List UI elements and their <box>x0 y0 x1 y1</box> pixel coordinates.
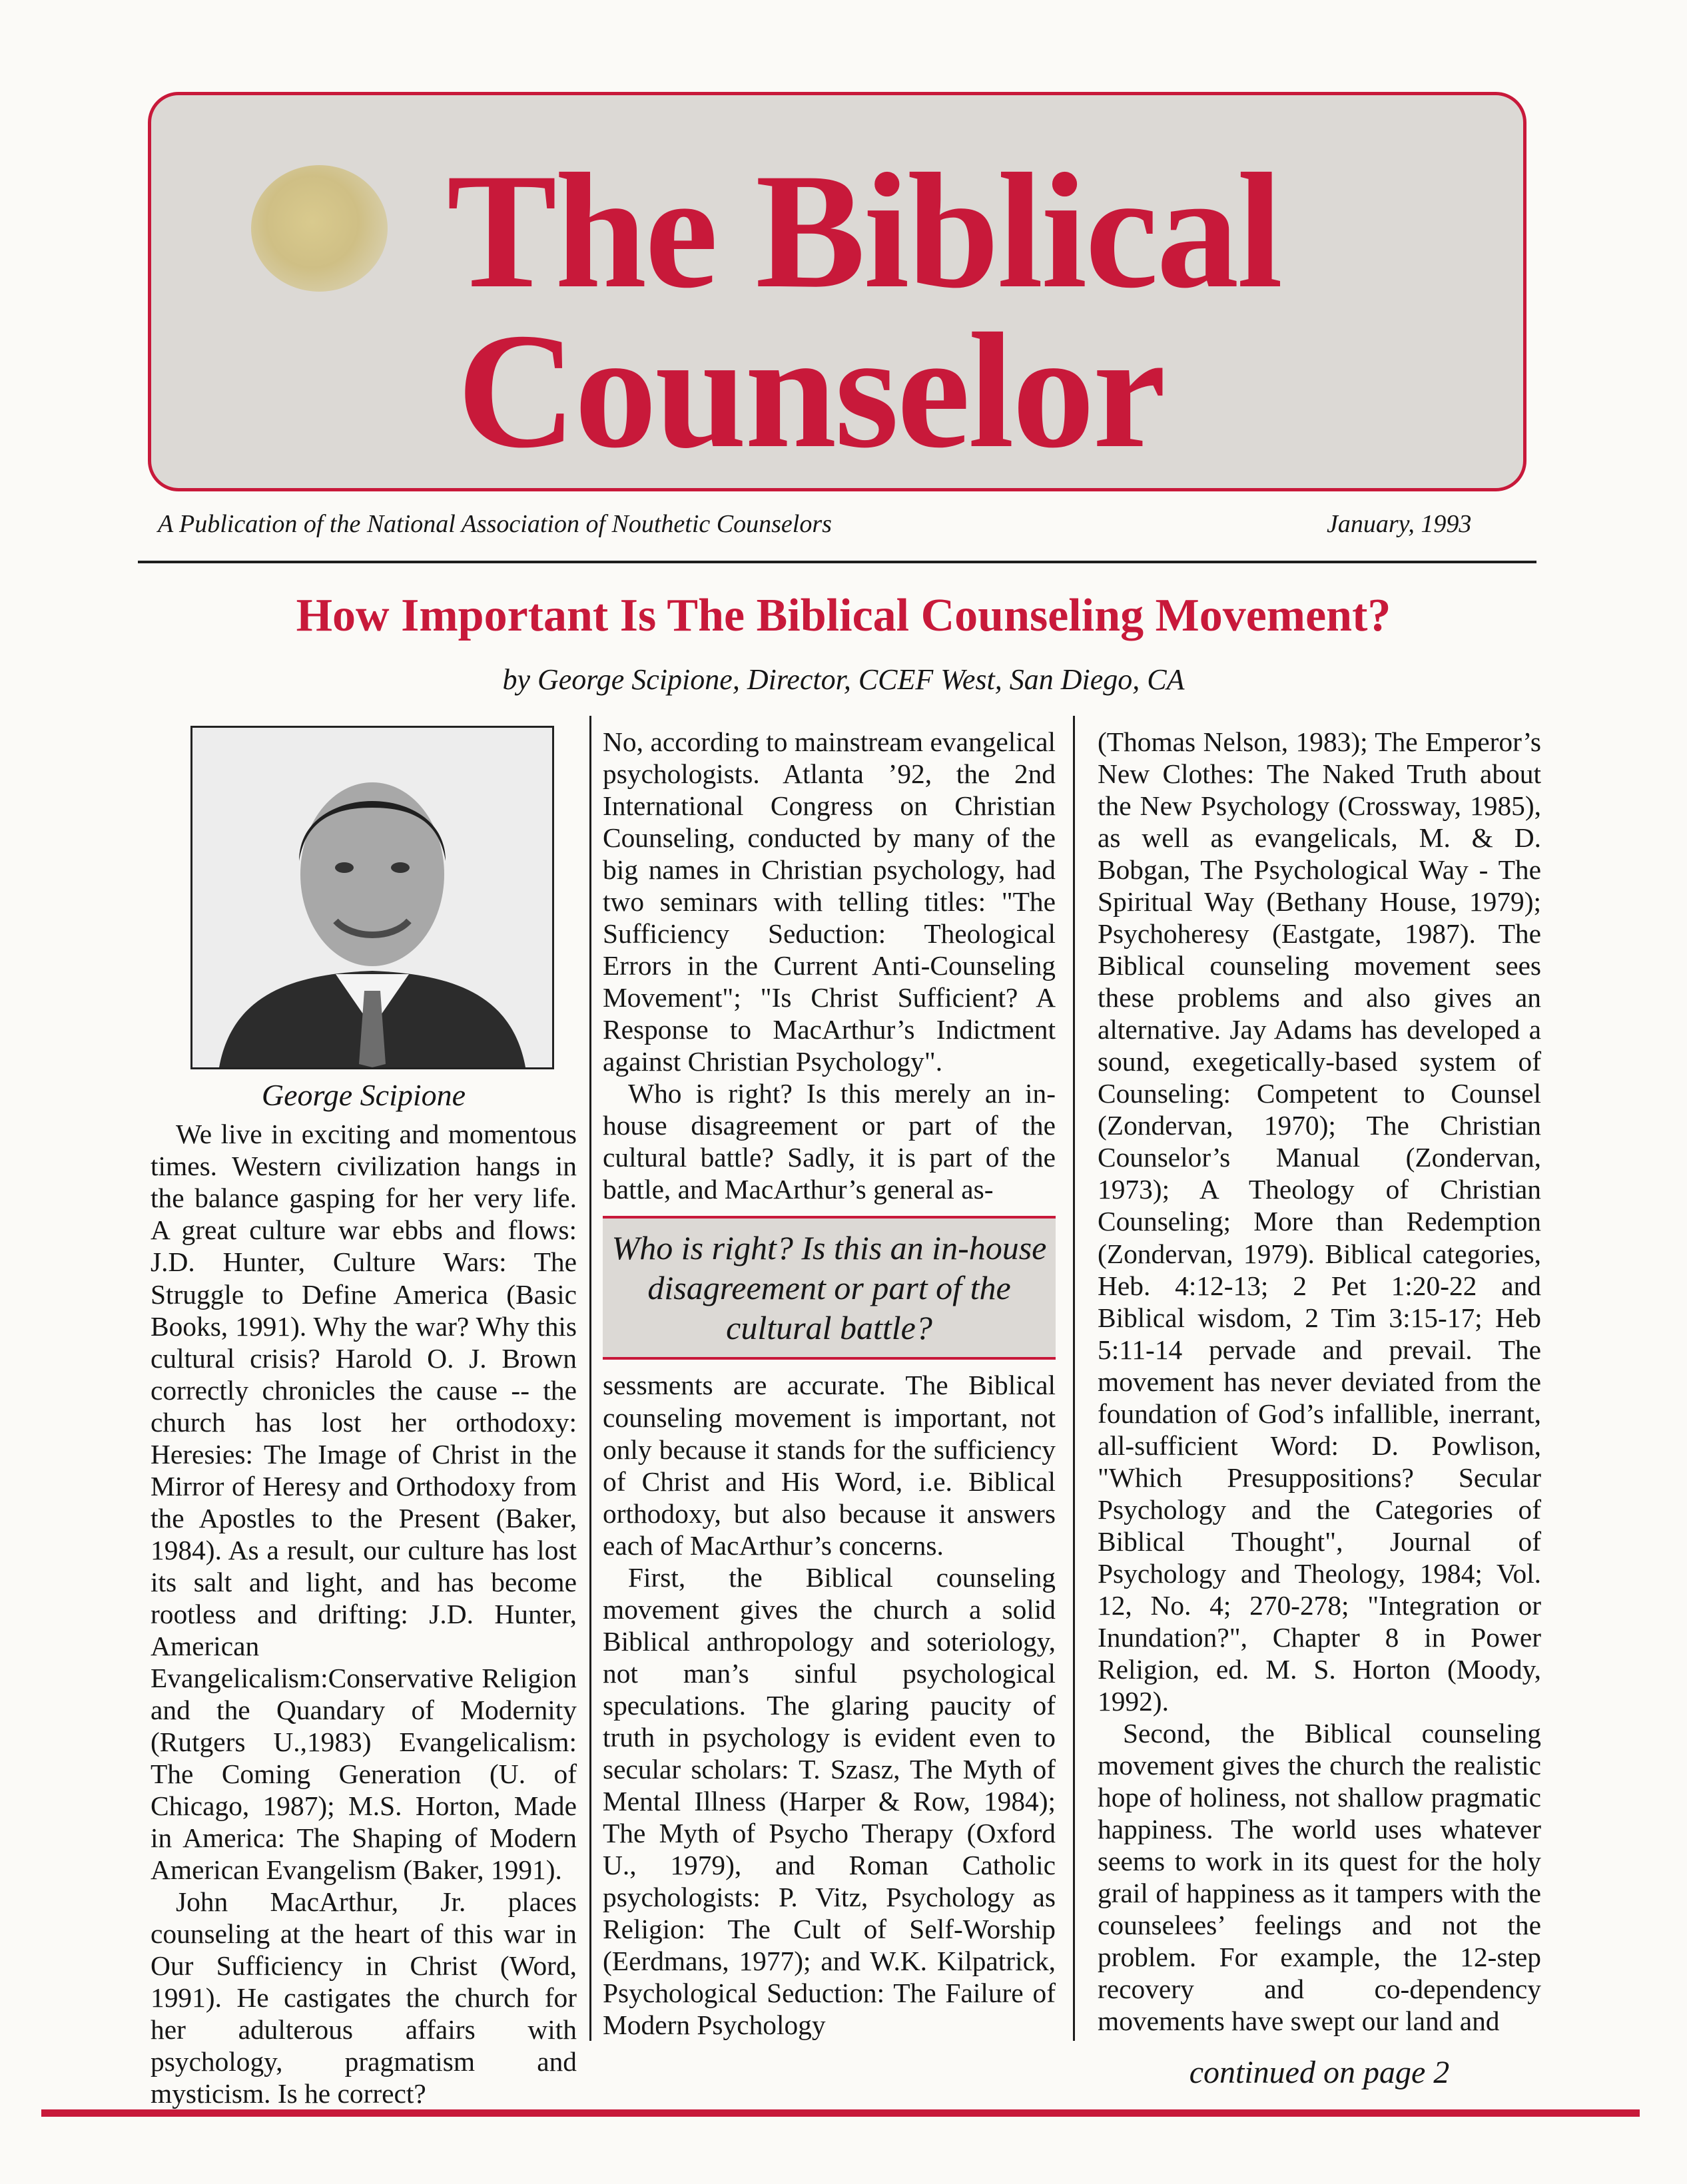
paragraph: We live in exciting and momentous times. Western civilization hangs in the balance gasping for her very life. A great culture war ebbs and flows: J.D. Hunter, Culture Wars: The Struggle to Define America (Basic Books, 1991). Why the war? Why this cultural crisis? Harold O. J. Brown correctly chronicles the cause -- the church has lost her orthodoxy: Heresies: The Image of Christ in the Mirror of Heresy and Orthodoxy from the Apostles to the Present (Baker, 1984). As a result, our culture has lost its salt and light, and has become rootless and drifting: J.D. Hunter, American Evangelicalism:Conservative Religion and the Quandary of Modernity (Rutgers U.,1983) Evangelicalism: The Coming Generation (U. of Chicago, 1987); M.S. Horton, Made in America: The Shaping of Modern American Evangelism (Baker, 1991). <box>151 1119 577 1886</box>
paragraph: (Thomas Nelson, 1983); The Emperor’s New Clothes: The Naked Truth about the New Psychology (Crossway, 1985), as well as evangelicals, M. & D. Bobgan, The Psychological Way - The Spiritual Way (Bethany House, 1979); Psychoheresy (Eastgate, 1987). The Biblical counseling movement sees these problems and also gives an alternative. Jay Adams has developed a sound, exegetically-based system of Counseling: Competent to Counsel (Zondervan, 1970); The Christian Counselor’s Manual (Zondervan, 1973); A Theology of Christian Counseling; More than Redemption (Zondervan, 1979). Biblical categories, Heb. 4:12-13; 2 Pet 1:20-22 and Biblical wisdom, 2 Tim 3:15-17; Heb 5:11-14 pervade and prevail. The movement has never deviated from the foundation of God’s infallible, inerrant, all-sufficient Word: D. Powlison, "Which Presuppositions? Secular Psychology and the Categories of Biblical Thought", Journal of Psychology and Theology, 1984; Vol. 12, No. 4; 270-278; "Integration or Inundation?", Chapter 8 in Power Religion, ed. M. S. Horton (Moody, 1992). <box>1098 726 1541 1717</box>
article-headline: How Important Is The Biblical Counseling Movement? <box>296 590 1391 641</box>
paragraph: Second, the Biblical counseling movement gives the church the realistic hope of holiness, not shallow pragmatic happiness. The world uses whatever seems to work in its quest for the holy grail of happiness as it tampers with the counselees’ feelings and not the problem. For example, the 12-step recovery and co-dependency movements have swept our land and <box>1098 1717 1541 2037</box>
issue-date: January, 1993 <box>1327 510 1472 538</box>
author-portrait-image <box>192 728 552 1067</box>
photo-caption: George Scipione <box>261 1078 466 1112</box>
masthead <box>148 92 1526 491</box>
publication-tagline: A Publication of the National Association of Nouthetic Counselors <box>158 510 832 538</box>
masthead-title-line2: Counselor <box>457 299 1164 482</box>
paragraph: Who is right? Is this merely an in-house disagreement or part of the cultural battle? Sadly, it is part of the battle, and MacArthur’s general as- <box>603 1078 1056 1205</box>
author-photo <box>190 726 554 1069</box>
header-divider <box>138 561 1536 563</box>
paragraph: sessments are accurate. The Biblical counseling movement is important, not only because it stands for the sufficiency of Christ and His Word, i.e. Biblical orthodoxy, but also because it answers each of MacArthur’s concerns. <box>603 1370 1056 1561</box>
continued-notice: continued on page 2 <box>1189 2055 1450 2091</box>
paragraph: John MacArthur, Jr. places counseling at the heart of this war in Our Sufficiency in Christ (Word, 1991). He castigates the church for her adulterous affairs with psychology, pragmatism and mysticism. Is he correct? <box>151 1886 577 2109</box>
masthead-title-line1: The Biblical <box>446 139 1281 322</box>
pull-quote: Who is right? Is this an in-house disagreement or part of the cultural battle? <box>603 1216 1056 1360</box>
article-column-3 <box>1098 726 1541 2091</box>
paragraph: First, the Biblical counseling movement gives the church a solid Biblical anthropology and soteriology, not man’s sinful psychological speculations. The glaring paucity of truth in psychology is evident even to secular scholars: T. Szasz, The Myth of Mental Illness (Harper & Row, 1984); The Myth of Psycho Therapy (Oxford U., 1979), and Roman Catholic psychologists: P. Vitz, Psychology as Religion: The Cult of Self-Worship (Eerdmans, 1977); and W.K. Kilpatrick, Psychological Seduction: The Failure of Modern Psychology <box>603 1561 1056 2041</box>
article-column-1 <box>151 726 577 2109</box>
paragraph: No, according to mainstream evangelical psychologists. Atlanta ’92, the 2nd International Congress on Christian Counseling, conducted by many of the big names in Christian psychology, had two seminars with telling titles: "The Sufficiency Seduction: Theological Errors in the Current Anti-Counseling Movement"; "Is Christ Sufficient? A Response to MacArthur’s Indictment against Christian Psychology". <box>603 726 1056 1077</box>
column-divider <box>1073 716 1075 2041</box>
article-column-2 <box>603 726 1056 2041</box>
article-byline: by George Scipione, Director, CCEF West, San Diego, CA <box>502 663 1185 696</box>
footer-rule <box>41 2109 1640 2117</box>
column-divider <box>589 716 591 2041</box>
